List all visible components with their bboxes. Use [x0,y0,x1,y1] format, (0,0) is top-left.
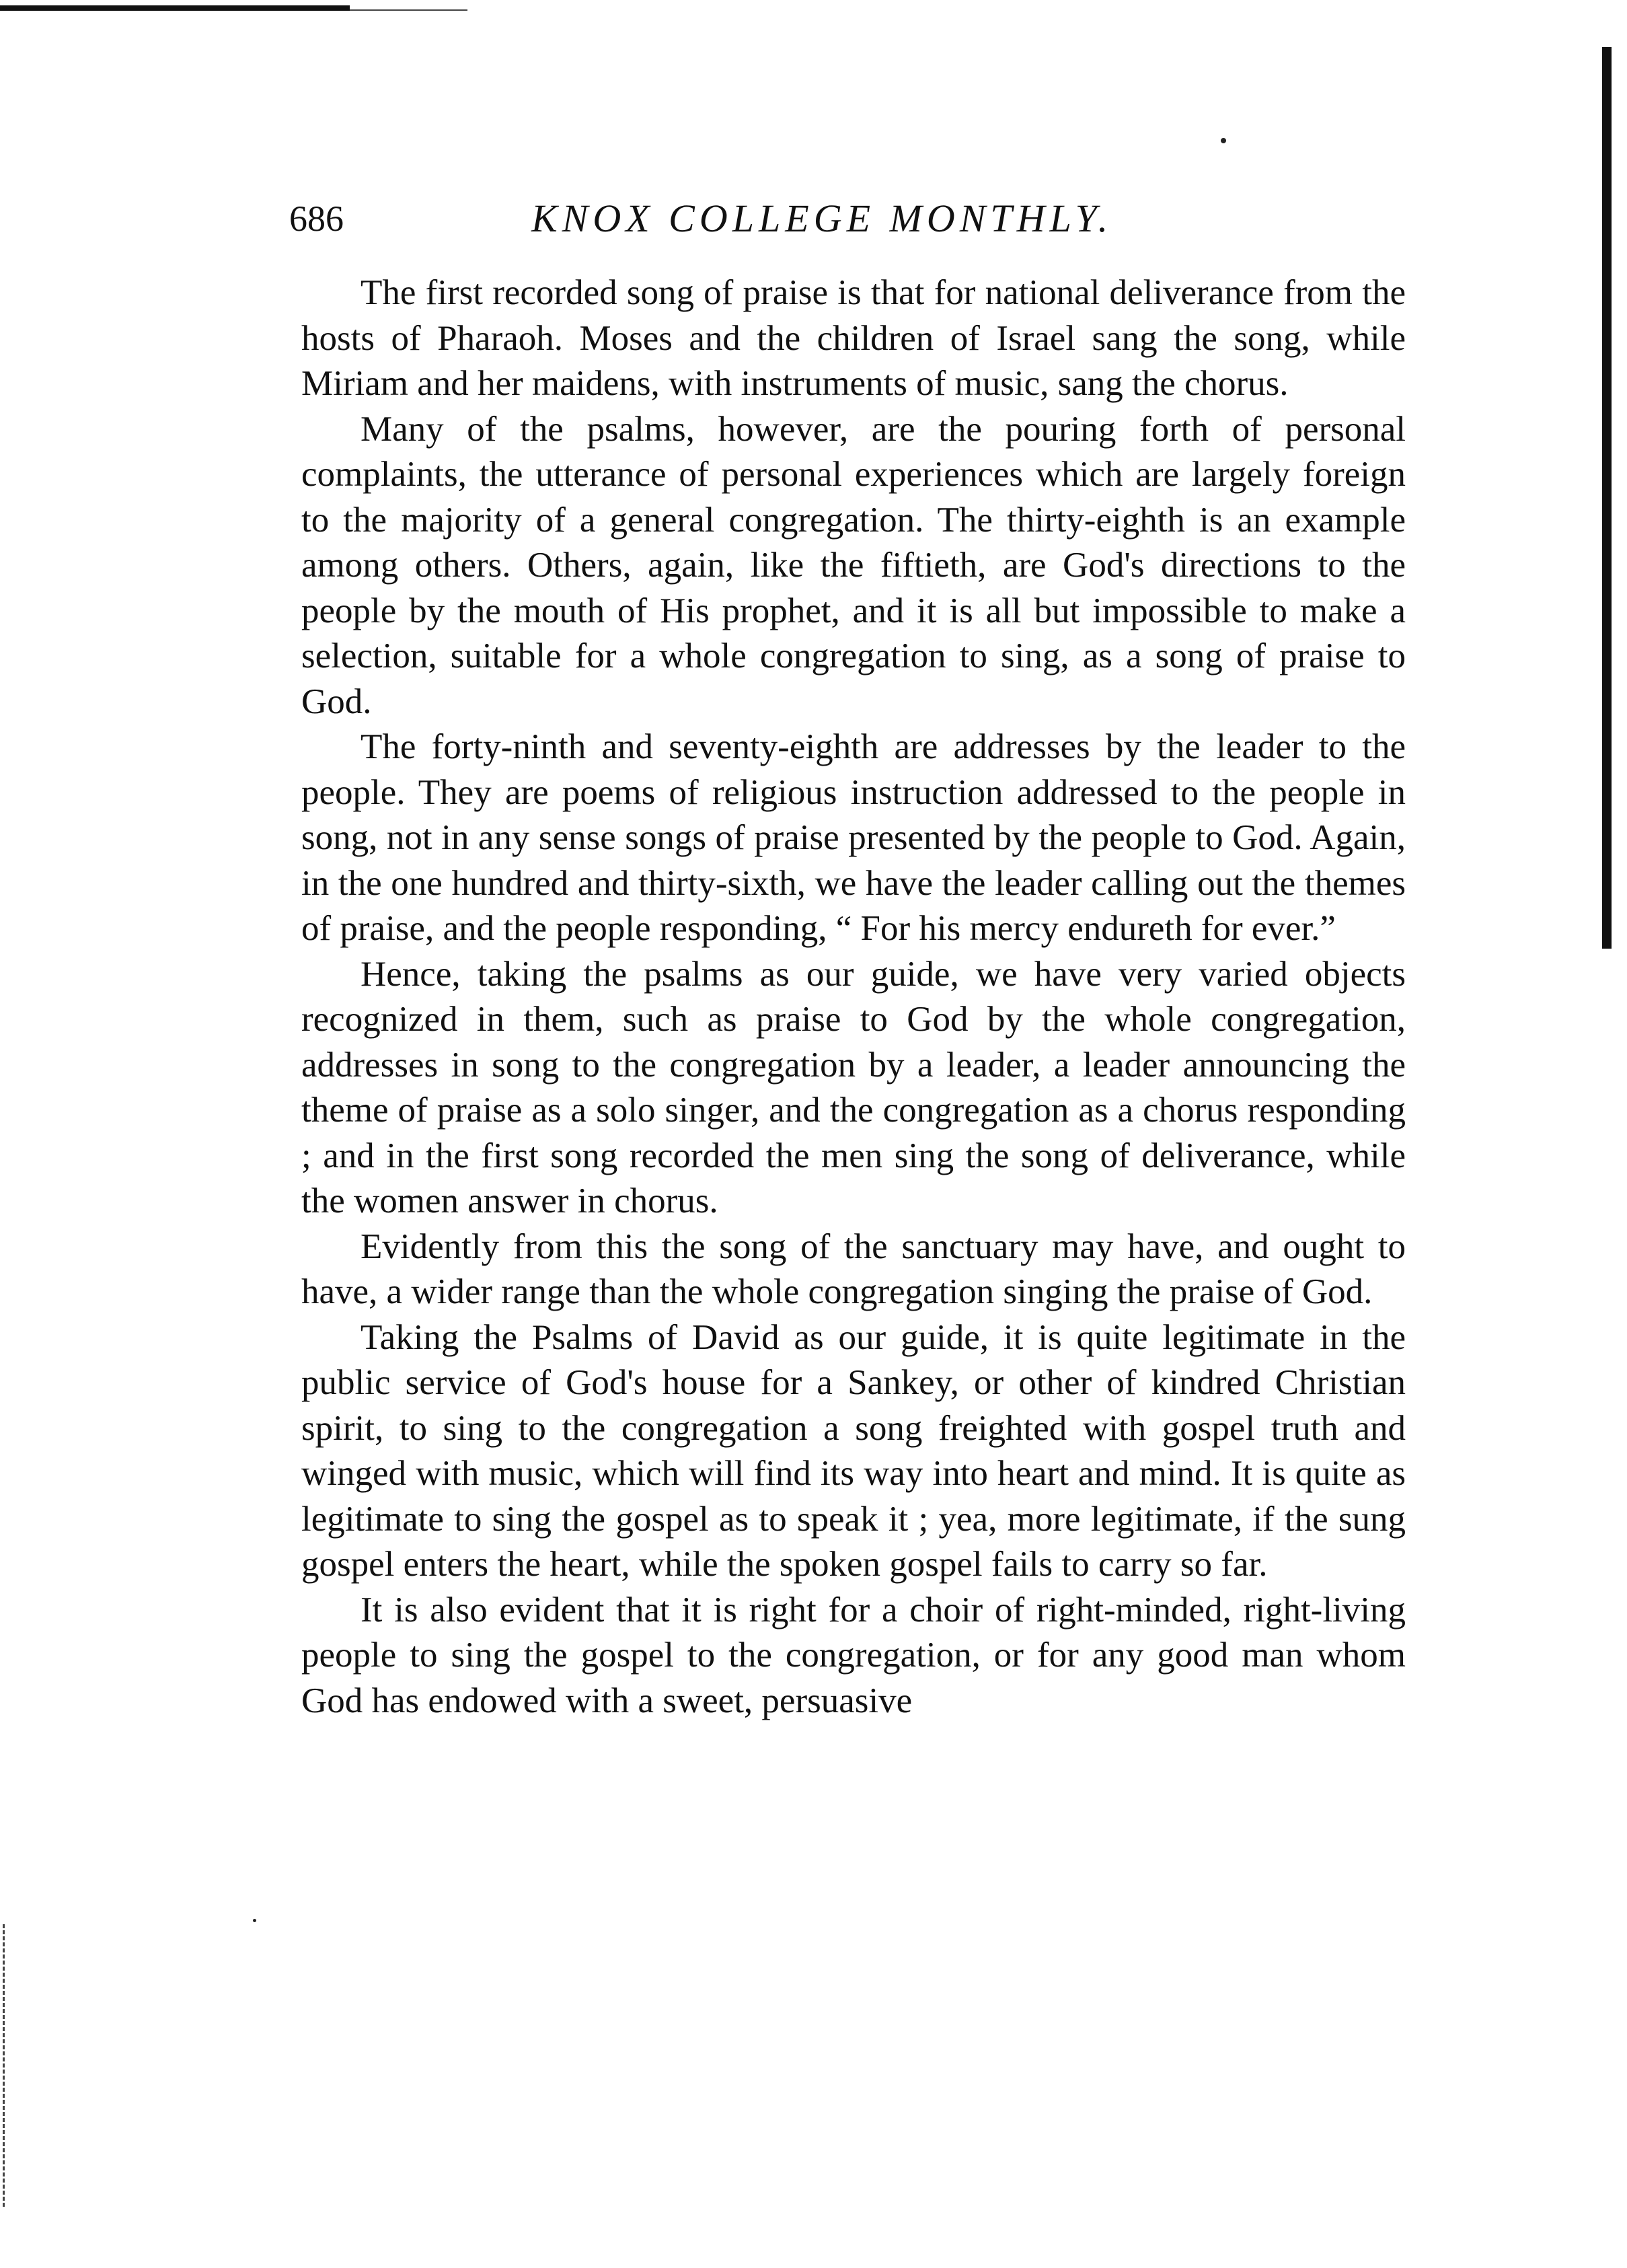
paragraph-1: The first recorded song of praise is that for national deliverance from the hosts of Pharaoh. Moses and the children of Israel sang the song, while Miriam and her maidens, with instruments of music, sang the chorus. [301,273,1406,403]
paragraph-7: It is also evident that it is right for a choir of right-minded, right-living people to sing the gospel to the congregation, or for any good man whom God has endowed with a sweet, persuasive [301,1590,1406,1720]
left-margin-marks [3,1924,7,2207]
ink-speck-left [253,1919,256,1922]
paragraph-5: Evidently from this the song of the sanctuary may have, and ought to have, a wider range than the whole congregation singing the praise of God. [301,1227,1406,1311]
ink-speck [1221,138,1226,143]
paragraph-4: Hence, taking the psalms as our guide, we have very varied objects recognized in them, such as praise to God by the whole congregation, addresses in song to the congregation by a leader, a leader announcing the theme of praise as a solo singer, and the congregation as a chorus responding ; and in the first song recorded the men sing the song of deliverance, while the women answer in chorus. [301,954,1406,1220]
top-edge-rule-thin [350,9,467,11]
page-header [289,192,1406,246]
running-title: KNOX COLLEGE MONTHLY. [531,196,1113,240]
top-edge-rule [0,5,350,11]
page-number: 686 [289,198,344,239]
article-body [301,270,1406,1724]
paragraph-3: The forty-ninth and seventy-eighth are addresses by the leader to the people. They are poems of religious instruction addressed to the people in song, not in any sense songs of praise presented by the people to God. Again, in the one hundred and thirty-sixth, we have the leader calling out the themes of praise, and the people responding, “ For his mercy endureth for ever.” [301,727,1406,948]
paragraph-2: Many of the psalms, however, are the pouring forth of personal complaints, the utterance of personal experiences which are largely foreign to the majority of a general congregation. The thirty-eighth is an example among others. Others, again, like the fiftieth, are God's directions to the people by the mouth of His prophet, and it is all but impossible to make a selection, suitable for a whole congregation to sing, as a song of praise to God. [301,409,1406,721]
paragraph-6: Taking the Psalms of David as our guide, it is quite legitimate in the public service of God's house for a Sankey, or other of kindred Christian spirit, to sing to the congregation a song freighted with gospel truth and winged with music, which will find its way into heart and mind. It is quite as legitimate to sing the gospel as to speak it ; yea, more legitimate, if the sung gospel enters the heart, while the spoken gospel fails to carry so far. [301,1317,1406,1584]
right-edge-bar [1602,47,1612,949]
